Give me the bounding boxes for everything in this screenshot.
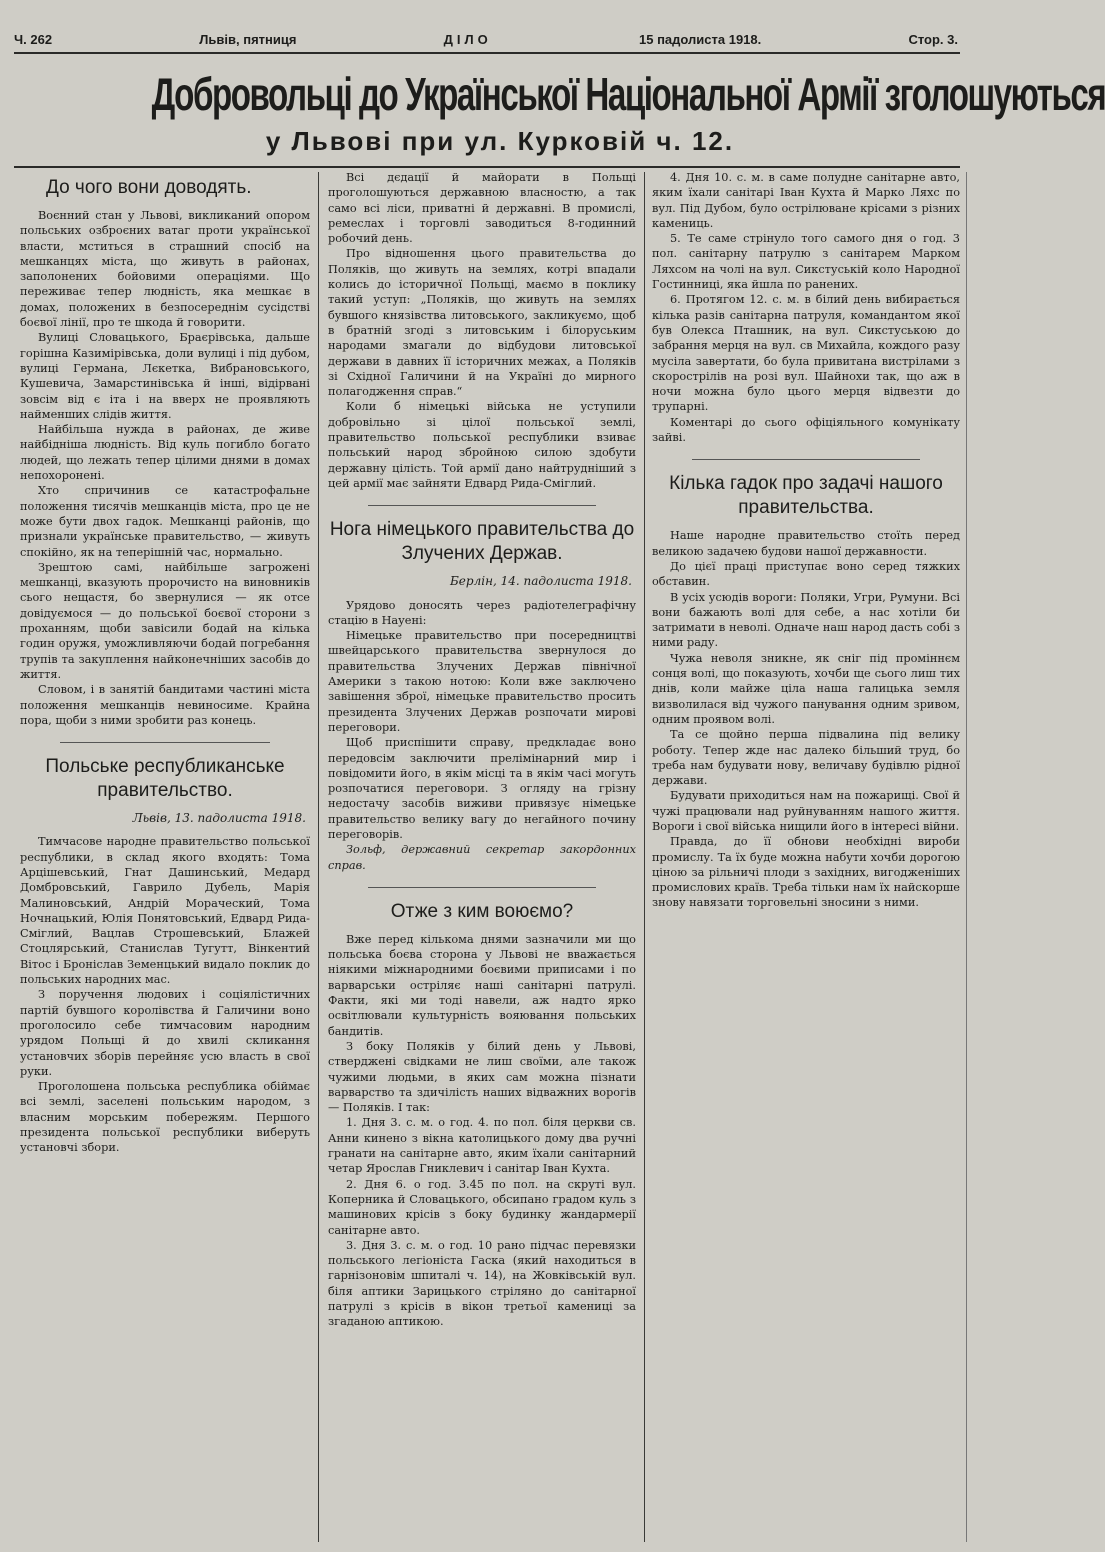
- paragraph: 1. Дня 3. с. м. о год. 4. по пол. біля церкви св. Анни кинено з вікна католицького дому два ручні гранати на санітарне авто, яким їхали санітарний четар Ярослав Гниклевич і санітар Іван Кухта.: [328, 1116, 636, 1176]
- dateline: Львів, 13. падолиста 1918.: [132, 811, 306, 826]
- masthead: ДІЛО: [443, 31, 492, 47]
- place-day: Львів, пятниця: [199, 31, 297, 47]
- paragraph: 3. Дня 3. с. м. о год. 10 рано підчас перевязки польського легіоніста Гаска (який находиться в гарнізоновім шпиталі ч. 14), на Жовківській вул. біля аптики Зарицького стріляно до санітарної патрулі з крісів в вікон третьої камениці за згаданою аптикою.: [328, 1238, 636, 1329]
- paragraph: 6. Протягом 12. с. м. в білий день вибирається кілька разів санітарна патруля, командантом якої був Олекса Пташник, на вул. Сикстуською до забрання мерця на вул. св Михайла, кождого разу мусіла завертати, бо була привитана вистрілами з скорострілів на розі вул. Шайнохи так, що аж в ночи можна було цього мерця відвезти до трупарні.: [652, 293, 960, 414]
- paragraph: До цієї праці приступає воно серед тяжких обставин.: [652, 559, 960, 589]
- article-separator: [60, 742, 270, 743]
- header-rule: [14, 52, 960, 54]
- issue-date: 15 падолиста 1918.: [639, 31, 762, 47]
- paragraph: Будувати приходиться нам на пожарищі. Свої й чужі працювали над руйнуванням нашого життя. Вороги і свої війська нищили його в інтересі війни.: [652, 789, 960, 833]
- paragraph: Наше народне правительство стоїть перед великою задачею будови нашої державности.: [652, 529, 960, 558]
- page-header: [14, 28, 958, 50]
- page-number: Стор. 3.: [908, 31, 958, 47]
- column-rule: [318, 172, 319, 1542]
- paragraph: Та се щойно перша підвалина під велику роботу. Тепер жде нас далеко більший труд, бо треба нам будувати нову, величаву будівлю рідної держави.: [652, 728, 960, 788]
- paragraph: В усіх усюдів вороги: Поляки, Угри, Румуни. Всі вони бажають волі для себе, а нас хотіли би затримати в неволі. Одначе наш народ дасть собі з ними раду.: [652, 590, 960, 650]
- column-1: [20, 170, 310, 1544]
- paragraph: Щоб приспішити справу, предкладає воно передовсім заключити прелімінарний мир і повідомити його, в якім місці та в якім часі могуть розпочатися переговори. З огляду на грізну недостачу засобів виживи привязує німецьке правительство велику вагу до негайного почину переговорів.: [328, 736, 636, 841]
- column-rule: [644, 172, 645, 1542]
- paragraph: 4. Дня 10. с. м. в саме полудне санітарне авто, яким їхали санітарі Іван Кухта й Марко Ляхс по вул. Під Дубом, було острілюване крісами з різних камениць.: [652, 171, 960, 230]
- paragraph: Проголошена польська республика обіймає всі землі, заселені польським народом, з власним морським побережям. Першого президента польської республики виберуть установчі збори.: [20, 1080, 310, 1155]
- paragraph: Коли б німецькі війська не уступили добровільно зі цілої польської землі, правительство польської республики взиває польський народ збройною силою здобути державну цілість. Той армії дано найтрудніший з цей армії має зайняти Едвард Рида-Сміглий.: [328, 400, 636, 490]
- paragraph: З боку Поляків у білий день у Львові, стверджені свідками не лиш своїми, але також чужими людьми, в яких сам можна пізнати варварство та здичілість наших відважних ворогів — Поляків. І так:: [328, 1039, 636, 1115]
- article-title: Отже з ким воюємо?: [390, 900, 574, 922]
- right-edge-rule: [966, 172, 967, 1542]
- article-separator: [368, 505, 596, 506]
- paragraph: 5. Те саме стрінуло того самого дня о год. 3 пол. санітарну патрулю з санітарем Марком Ляхсом на чолі на вул. Сикстуській коло Народної Гостинниці, яка йшла по ранених.: [652, 232, 960, 292]
- article-title: Польське республиканське правительство.: [45, 756, 285, 802]
- issue-number: Ч. 262: [14, 31, 53, 47]
- paragraph: Словом, і в занятій бандитами частині міста положення мешканців невиносиме. Крайна пора, щоби з ними зробити раз конець.: [20, 683, 310, 727]
- paragraph: Найбільша нужда в районах, де живе найбідніша людність. Від куль погибло богато людей, що лежать тепер цілими днями в домах непохоронені.: [20, 423, 310, 483]
- paragraph: 2. Дня 6. о год. 3.45 по пол. на скруті вул. Коперника й Словацького, обсипано градом куль з машинових крісів з боку будинку жандармерії санітарне авто.: [328, 1177, 636, 1237]
- paragraph: Коментарі до сього офіціяльного комунікату зайві.: [652, 415, 960, 445]
- signature: Зольф, державний секретар закордонних справ.: [328, 843, 636, 872]
- banner-rule: [14, 166, 960, 168]
- banner-subtitle: у Львові при ул. Курковій ч. 12.: [265, 126, 735, 156]
- paragraph: Хто спричинив се катастрофальне положення тисячів мешканців міста, про це не може бути двох гадок. Мешканці районів, що признали українське правительство, — живуть спокійно, як на теперішній час, нормально.: [20, 484, 310, 559]
- article-title: Кілька гадок про задачі нашого правительства.: [669, 473, 943, 519]
- paragraph: Тимчасове народне правительство польської республики, в склад якого входять: Тома Арцішевський, Гнат Дашинський, Медард Домбровський, Гаврило Дубель, Марія Малиновський, Андрій Мораческий, Тома Ночнацький, Юлія Понятовський, Едвард Рида-Сміглий, Вацлав Строшевський, Блажей Стоцлярський, Станислав Тугутт, Вінкентий Вітос і Броніслав Земенцький видало поклик до польських народних мас.: [20, 835, 310, 987]
- paragraph: Воєнний стан у Львові, викликаний опором польських озброєних ватаг проти української власти, мститься в страшний спосіб на мешканцях міста, що живуть в районах, заполонених бойовими операціями. Що переживає тепер людність, яка мешкає в домах, положених в безпосереднім сусідстві боєвої лінії, про те шкода й говорити.: [20, 209, 310, 330]
- paragraph: Урядово доносять через радіотелеграфічну стацію в Науені:: [328, 598, 636, 627]
- paragraph: З поручення людових і соціялістичних партій бувшого королівства й Галичини воно проголосило себе тимчасовим народним урядом Польщі й до хвилі скликання установчих зборів перейняє усю власть в свої руки.: [20, 988, 310, 1078]
- paragraph: Про відношення цього правительства до Поляків, що живуть на землях, котрі впадали колись до історичної Польщі, маємо в поклику такий уступ: „Поляків, що живуть на землях бувшого князівства литовського, закликуємо, щоб в братній згоді з литовським і білоруським народами змагали до відбудови литовської держави в давних її історичних межах, а Поляків зі Східної Галичини й на Україні до мирного полагодження справ.“: [328, 247, 636, 399]
- paragraph: Вже перед кількома днями зазначили ми що польська боєва сторона у Львові не вважається ніякими міжнародними боєвими приписами і по варварськи остріляє наші санітарні патрулі. Факти, які ми тоді навели, аж надто ярко освітлювали культурність вояювання польських бандитів.: [328, 932, 636, 1038]
- paragraph: Вулиці Словацького, Браєрівська, дальше горішна Казимірівська, доли вулиці і під дубом, вулиці Германа, Лєкетка, Вибрановського, Кушевича, Замарстинівська й інші, відірвані зовсім від є іта і на вверх не проявляють найменших слідів життя.: [20, 331, 310, 421]
- banner-title: Добровольці до Української Національної Армії зголошуються: [151, 68, 1105, 120]
- column-3: [652, 170, 960, 1544]
- article-separator: [368, 887, 596, 888]
- paragraph: Зрештою самі, найбільше загрожені мешканці, вказують пророчисто на виновників сього нещастя, бо звернулися — як отсе довідуємося — до польської боєвої сторони з проханням, щоби завісили бодай на кілька годин оружя, уможливляючи бодай погребання трупів та закуплення найконечніших засобів до життя.: [20, 560, 310, 681]
- article-title: Нога німецького правительства до Злучених Держав.: [329, 519, 635, 565]
- dateline: Берлін, 14. падолиста 1918.: [449, 574, 632, 589]
- article-separator: [692, 459, 920, 460]
- paragraph: Чужа неволя зникне, як сніг під проміннєм сонця волі, що показують, хочби ще сього лиш тих днів, коли майже ціла наша галицька земля визволилася від чужого панування одним зривом, одним проявом волі.: [652, 651, 960, 726]
- paragraph: Правда, до її обнови необхідні вироби промислу. Та їх буде можна набути хочби дорогою ціною за рільничі плоди з західних, вигодженіших промислових країв. Треба тільки нам їх найскорше знову навязати торговельні зносини з ними.: [652, 835, 960, 910]
- column-2: [328, 170, 636, 1544]
- paragraph: Всі дєдації й майорати в Польщі проголошуються державною власностю, а так само всі ліси, приватні й державні. В промислі, ремеслах і торговлі заводиться 8-годинний робочий день.: [328, 171, 636, 246]
- article-title: До чого вони доводять.: [46, 177, 252, 198]
- paragraph: Німецьке правительство при посередництві швейцарського правительства звернулося до правительства Злучених Держав північної Америки з такою нотою: Коли вже заключено завішення зброї, німецьке правительство просить президента Злучених Держав розпочати мирові переговори.: [328, 629, 636, 734]
